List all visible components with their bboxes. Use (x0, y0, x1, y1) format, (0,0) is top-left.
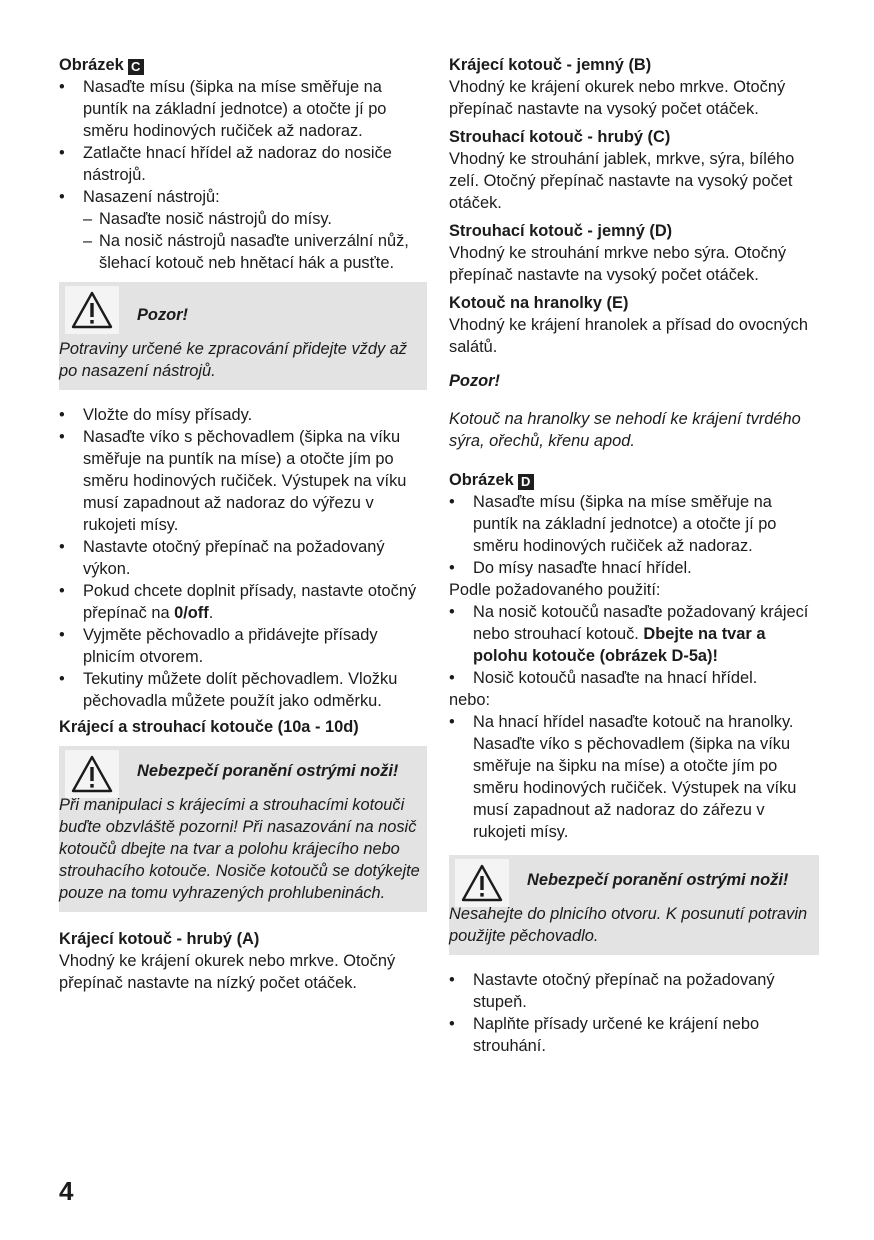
warning-triangle-icon (65, 750, 119, 798)
warning-title: Pozor! (137, 306, 188, 324)
warning-triangle-icon (455, 859, 509, 907)
list-item: • Nasaďte mísu (šipka na míse směřuje na puntík na základní jednotce) a otočte jí po směru hodinových ručiček až nadoraz. (449, 492, 777, 555)
figure-d-heading: Obrázek D (449, 469, 819, 491)
list-item: • Nasaďte mísu (šipka na míse směřuje na puntík na základní jednotce) a otočte jí po směru hodinových ručiček až nadoraz. (59, 78, 387, 140)
list-item: • Nastavte otočný přepínač na požadovaný stupeň. (449, 970, 775, 1011)
lid-instructions: Nasaďte víko s pěchovadlem (šipka na víku směřuje na šipku na míse) a otočte jím po směru hodinových ručiček. Výstupek na víku musí zapadnout až nadoraz do zářezu v rukojeti mísy. (473, 734, 797, 841)
disc-d-text: Vhodný ke strouhání mrkve nebo sýra. Otočný přepínač nastavte na vysoký počet otáček. (449, 244, 787, 284)
figure-c-list (59, 76, 427, 208)
dash-item: – Na nosič nástrojů nasaďte univerzální nůž, šlehací kotouč neb hnětací hák a pusťte. (83, 232, 409, 272)
warning-text: Při manipulaci s krájecími a strouhacími kotouči buďte obzvláště pozorni! Při nasazování na nosič kotoučů dbejte na tvar a polohu krájecího nebo strouhacího kotouče. Nosiče kotoučů se dotýkejte pouze na tomu vyhrazených prohlubeninách. (59, 796, 420, 902)
list-item: • Nosič kotoučů nasaďte na hnací hřídel. (449, 668, 758, 687)
disc-a-title: Krájecí kotouč - hrubý (A) (59, 930, 260, 948)
disc-c-text: Vhodný ke strouhání jablek, mrkve, sýra, bílého zelí. Otočný přepínač nastavte na vysoký počet otáček. (449, 150, 795, 212)
usage-intro: Podle požadovaného použití: (449, 580, 661, 599)
list-item: • Tekutiny můžete dolít pěchovadlem. Vložku pěchovadla můžete použít jako odměrku. (59, 670, 398, 710)
warning-triangle-icon (65, 286, 119, 334)
disc-e-title: Kotouč na hranolky (E) (449, 294, 629, 312)
list-item: • Nasaďte víko s pěchovadlem (šipka na víku směřuje na puntík na míse) a otočte jím po směru hodinových ručiček. Výstupek na víku musí zapadnout až nadoraz do výřezu v rukojeti mísy. (59, 428, 407, 534)
figure-d-list (449, 491, 819, 579)
warning-text: Nesahejte do plnicího otvoru. K posunutí potravin použijte pěchovadlo. (449, 904, 808, 945)
discs-heading: Krájecí a strouhací kotouče (10a - 10d) (59, 718, 359, 736)
operation-list (59, 404, 427, 712)
list-item: • Nastavte otočný přepínač na požadovaný výkon. (59, 538, 385, 578)
figure-c-heading: Obrázek C (59, 54, 427, 76)
list-item: • Naplňte přísady určené ke krájení nebo strouhání. (449, 1014, 760, 1055)
or-label: nebo: (449, 690, 491, 709)
disc-c-title: Strouhací kotouč - hrubý (C) (449, 128, 671, 146)
note-text: Kotouč na hranolky se nehodí ke krájení tvrdého sýra, ořechů, křenu apod. (449, 410, 801, 451)
list-item: • Pokud chcete doplnit přísady, nastavte otočný přepínač na 0/off. (59, 582, 417, 622)
disc-a-text: Vhodný ke krájení okurek nebo mrkve. Otočný přepínač nastavte na nízký počet otáček. (59, 952, 396, 992)
figure-c-badge: C (128, 59, 144, 75)
warning-title: Nebezpečí poranění ostrými noži! (137, 762, 399, 780)
right-column (449, 54, 819, 1057)
list-item: • Do mísy nasaďte hnací hřídel. (449, 558, 692, 577)
figure-d-badge: D (518, 474, 534, 490)
dash-item: – Nasaďte nosič nástrojů do mísy. (83, 210, 332, 228)
list-item: • Zatlačte hnací hřídel až nadoraz do nosiče nástrojů. (59, 144, 392, 184)
final-list (449, 969, 819, 1057)
list-item: • Nasazení nástrojů: (59, 188, 220, 206)
list-item: • Vložte do mísy přísady. (59, 406, 253, 424)
warning-text: Potraviny určené ke zpracování přidejte vždy až po nasazení nástrojů. (59, 340, 408, 380)
disc-b-text: Vhodný ke krájení okurek nebo mrkve. Otočný přepínač nastavte na vysoký počet otáček. (449, 78, 786, 118)
warning-box-filler (449, 855, 819, 955)
list-item: • Vyjměte pěchovadlo a přidávejte přísady plnicím otvorem. (59, 626, 378, 666)
usage-list (449, 601, 819, 689)
warning-box-sharp-blades (59, 746, 427, 912)
warning-box-attention (59, 282, 427, 390)
disc-e-text: Vhodný ke krájení hranolek a přísad do ovocných salátů. (449, 316, 808, 356)
note-title: Pozor! (449, 372, 500, 390)
left-column (59, 54, 427, 994)
disc-b-title: Krájecí kotouč - jemný (B) (449, 56, 652, 74)
fries-list (449, 711, 819, 733)
disc-d-title: Strouhací kotouč - jemný (D) (449, 222, 673, 240)
page-number: 4 (59, 1176, 74, 1206)
list-item: • Na nosič kotoučů nasaďte požadovaný krájecí nebo strouhací kotouč. Dbejte na tvar a polohu kotouče (obrázek D-5a)! (449, 602, 809, 665)
warning-title: Nebezpečí poranění ostrými noži! (527, 870, 789, 889)
list-item: • Na hnací hřídel nasaďte kotouč na hranolky. (449, 712, 794, 731)
